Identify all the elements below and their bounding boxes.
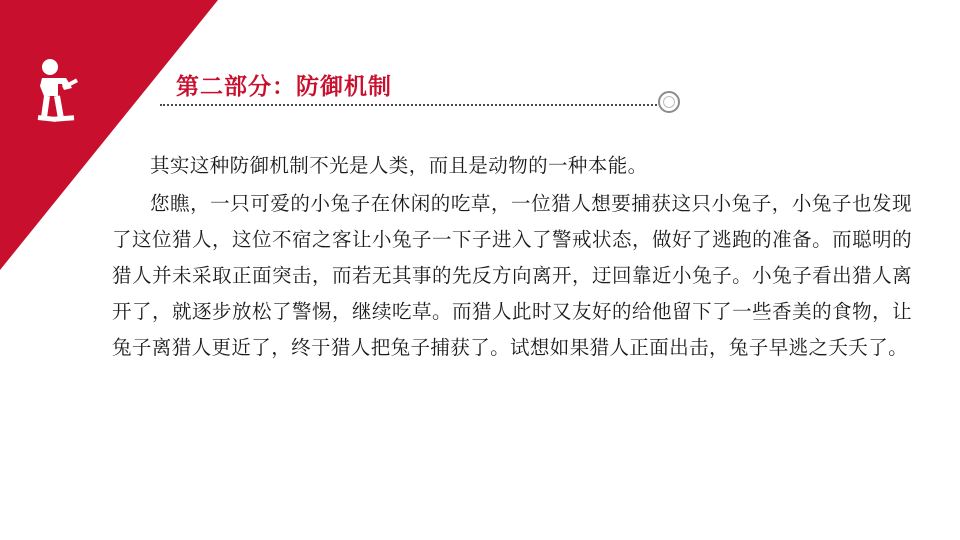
title-dotted-rule <box>160 104 672 106</box>
circle-marker-inner-icon <box>663 96 675 108</box>
person-thinking-icon <box>28 58 88 126</box>
slide-body <box>112 148 912 368</box>
body-paragraph-1: 其实这种防御机制不光是人类，而且是动物的一种本能。 <box>150 155 648 177</box>
body-paragraph-2: 您瞧，一只可爱的小兔子在休闲的吃草，一位猎人想要捕获这只小兔子，小兔子也发现了这位猎人，这位不宿之客让小兔子一下子进入了警戒状态，做好了逃跑的准备。而聪明的猎人并未采取正面突击，而若无其事的先反方向离开，迂回靠近小兔子。小兔子看出猎人离开了，就逐步放松了警惕，继续吃草。而猎人此时又友好的给他留下了一些香美的食物，让兔子离猎人更近了，终于猎人把兔子捕获了。试想如果猎人正面出击，兔子早逃之夭夭了。 <box>112 193 912 359</box>
slide-title-block <box>160 68 720 124</box>
page-title: 第二部分：防御机制 <box>176 73 392 99</box>
